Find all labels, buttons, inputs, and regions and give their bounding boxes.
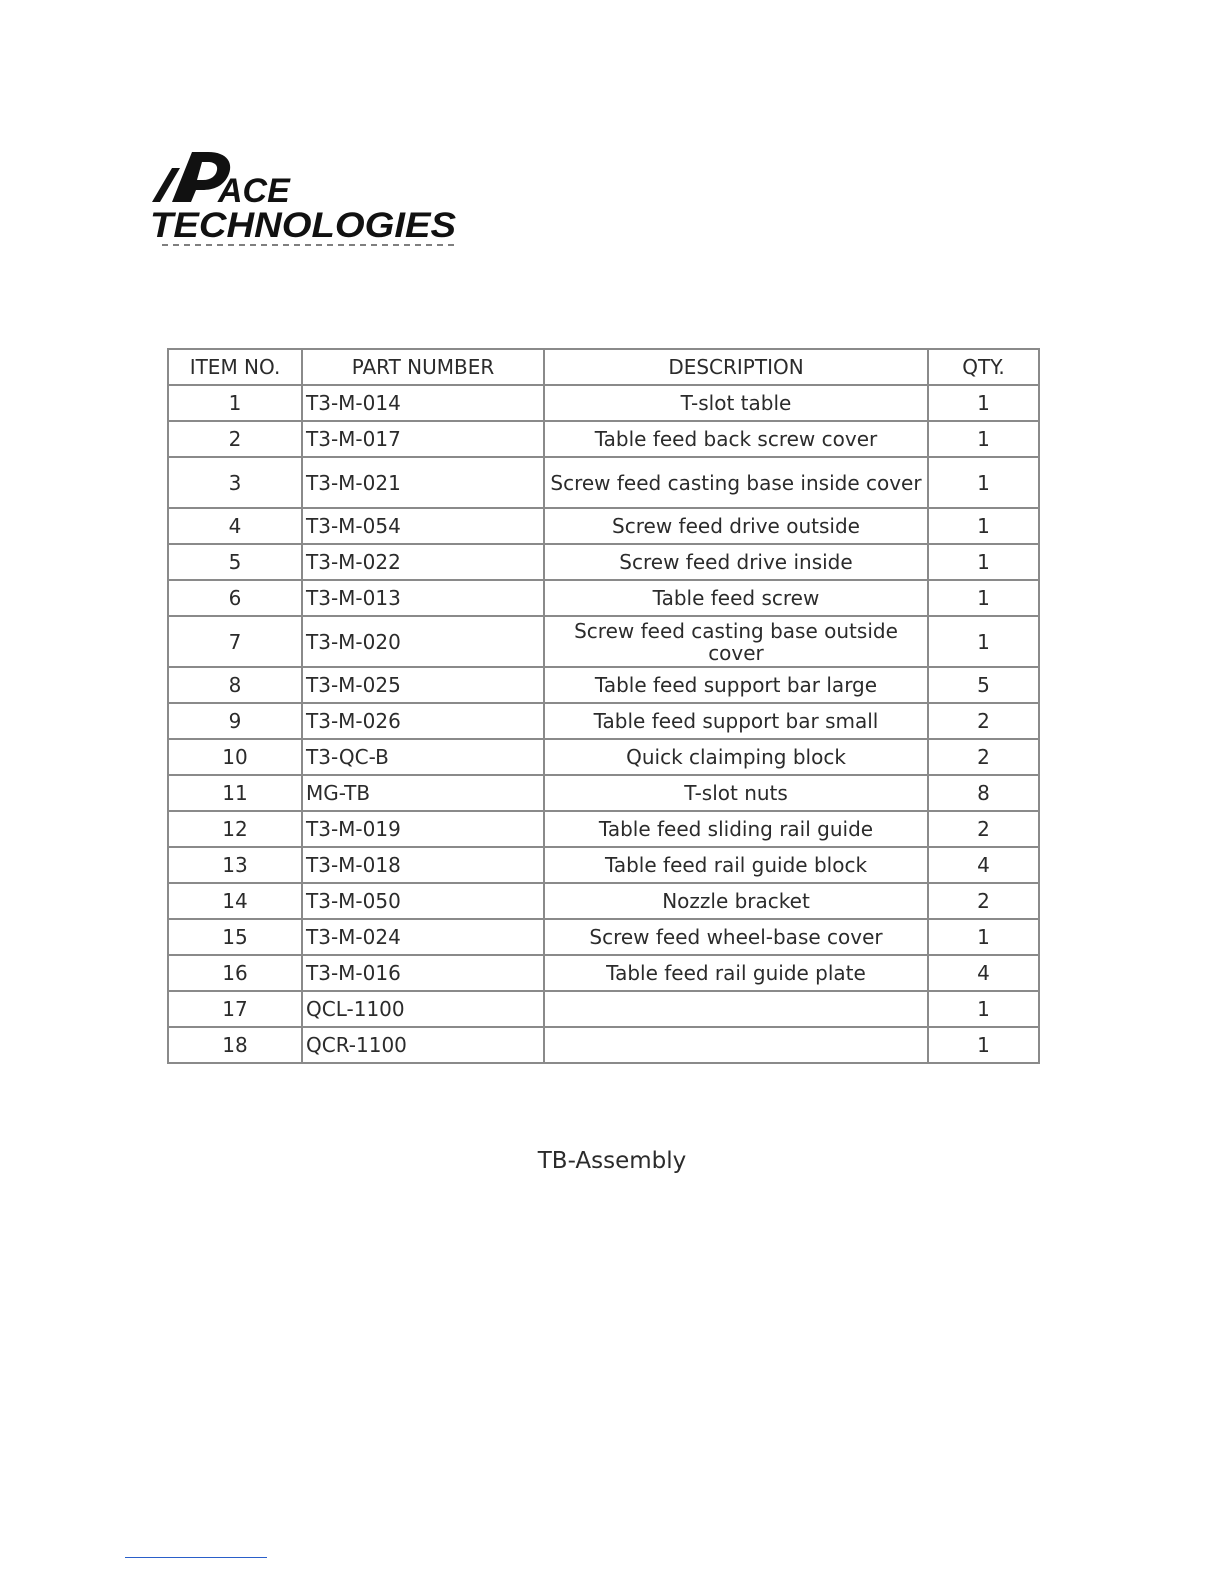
table-row [168,919,1039,955]
table-row [168,991,1039,1027]
table-row [168,457,1039,508]
cell-description: Table feed support bar large [544,667,928,703]
header-qty: QTY. [928,349,1039,385]
table-row [168,385,1039,421]
cell-description [544,1027,928,1063]
table-row [168,955,1039,991]
cell-qty: 5 [928,667,1039,703]
cell-qty: 8 [928,775,1039,811]
cell-qty: 1 [928,385,1039,421]
cell-part-number: T3-M-025 [302,667,544,703]
cell-description: Table feed support bar small [544,703,928,739]
cell-qty: 1 [928,616,1039,667]
cell-part-number: T3-M-020 [302,616,544,667]
cell-part-number: T3-M-013 [302,580,544,616]
cell-description: Table feed back screw cover [544,421,928,457]
cell-description: Table feed rail guide plate [544,955,928,991]
cell-part-number: T3-M-022 [302,544,544,580]
cell-description: Screw feed wheel-base cover [544,919,928,955]
cell-part-number: T3-M-019 [302,811,544,847]
cell-description: Screw feed drive outside [544,508,928,544]
logo-line-1: ACE [218,172,290,210]
company-logo [150,150,460,250]
cell-qty: 2 [928,883,1039,919]
cell-item: 16 [168,955,302,991]
table-row [168,811,1039,847]
bill-of-materials-table [167,348,1040,1064]
cell-description: T-slot table [544,385,928,421]
cell-qty: 1 [928,544,1039,580]
cell-description: Table feed rail guide block [544,847,928,883]
cell-item: 11 [168,775,302,811]
pace-logo-graphic [150,150,460,250]
cell-description: Table feed sliding rail guide [544,811,928,847]
cell-item: 17 [168,991,302,1027]
cell-part-number: T3-QC-B [302,739,544,775]
cell-part-number: T3-M-054 [302,508,544,544]
cell-item: 1 [168,385,302,421]
header-item-no: ITEM NO. [168,349,302,385]
cell-item: 15 [168,919,302,955]
cell-part-number: T3-M-026 [302,703,544,739]
cell-item: 14 [168,883,302,919]
table-row [168,1027,1039,1063]
header-part-number: PART NUMBER [302,349,544,385]
cell-item: 5 [168,544,302,580]
table-row [168,544,1039,580]
cell-part-number: QCR-1100 [302,1027,544,1063]
table-row [168,421,1039,457]
cell-part-number: T3-M-014 [302,385,544,421]
cell-part-number: T3-M-018 [302,847,544,883]
footer-line [125,1557,267,1558]
cell-item: 12 [168,811,302,847]
cell-part-number: MG-TB [302,775,544,811]
cell-item: 6 [168,580,302,616]
cell-qty: 1 [928,580,1039,616]
cell-part-number: T3-M-050 [302,883,544,919]
header-description: DESCRIPTION [544,349,928,385]
table-row [168,508,1039,544]
cell-qty: 1 [928,457,1039,508]
logo-line-2: TECHNOLOGIES [150,206,456,245]
table-row [168,667,1039,703]
cell-item: 10 [168,739,302,775]
cell-description: Screw feed drive inside [544,544,928,580]
cell-qty: 1 [928,919,1039,955]
cell-qty: 4 [928,955,1039,991]
table-row [168,847,1039,883]
cell-qty: 1 [928,1027,1039,1063]
cell-part-number: T3-M-017 [302,421,544,457]
cell-qty: 2 [928,739,1039,775]
cell-part-number: T3-M-021 [302,457,544,508]
assembly-title: TB-Assembly [537,1148,687,1174]
cell-item: 4 [168,508,302,544]
table-row [168,883,1039,919]
table-header-row [168,349,1039,385]
cell-qty: 1 [928,508,1039,544]
cell-part-number: T3-M-016 [302,955,544,991]
cell-part-number: T3-M-024 [302,919,544,955]
cell-item: 18 [168,1027,302,1063]
cell-description [544,991,928,1027]
cell-description: Table feed screw [544,580,928,616]
cell-qty: 1 [928,421,1039,457]
cell-qty: 2 [928,703,1039,739]
cell-description: Quick claimping block [544,739,928,775]
cell-qty: 4 [928,847,1039,883]
table-row [168,739,1039,775]
cell-item: 2 [168,421,302,457]
cell-item: 13 [168,847,302,883]
cell-item: 3 [168,457,302,508]
cell-qty: 1 [928,991,1039,1027]
table-row [168,580,1039,616]
cell-description: T-slot nuts [544,775,928,811]
cell-item: 8 [168,667,302,703]
cell-item: 9 [168,703,302,739]
cell-item: 7 [168,616,302,667]
cell-part-number: QCL-1100 [302,991,544,1027]
table-row [168,703,1039,739]
cell-description: Screw feed casting base outside cover [544,616,928,667]
cell-description: Screw feed casting base inside cover [544,457,928,508]
table-row [168,616,1039,667]
cell-qty: 2 [928,811,1039,847]
table-row [168,775,1039,811]
cell-description: Nozzle bracket [544,883,928,919]
